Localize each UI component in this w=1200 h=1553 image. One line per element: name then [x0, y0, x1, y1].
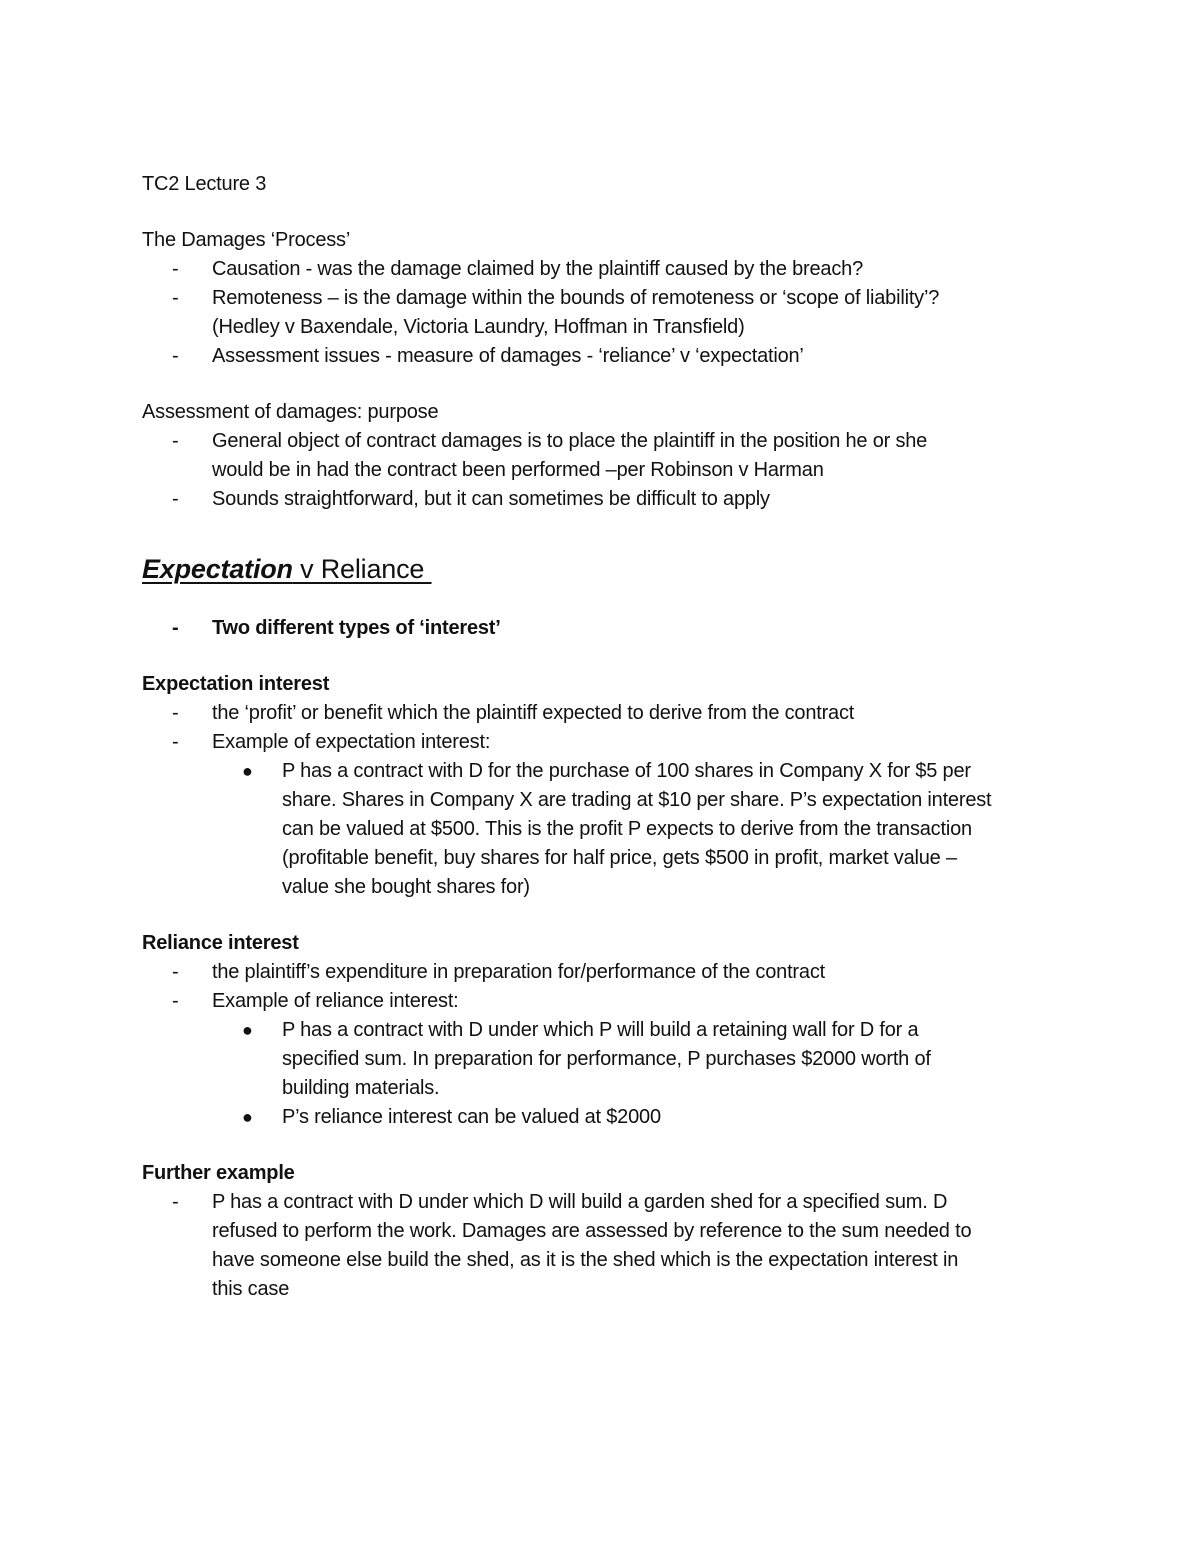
bullet-item: [142, 1016, 1072, 1103]
list-item: [142, 255, 1072, 284]
section-heading-rest: v Reliance: [292, 554, 432, 584]
list-item-text: Assessment issues - measure of damages - ‘reliance’ v ‘expectation’: [212, 345, 804, 367]
list-item: [142, 614, 1072, 643]
list-item: [142, 728, 1072, 757]
list-item-text: Example of expectation interest:: [212, 731, 491, 753]
list-item: [142, 987, 1072, 1016]
list-item-text: Example of reliance interest:: [212, 990, 459, 1012]
document-page: [142, 170, 1072, 1304]
dash-icon: -: [172, 702, 179, 724]
document-title: TC2 Lecture 3: [142, 173, 267, 195]
section-heading: [142, 551, 1072, 587]
list-item-text: P has a contract with D under which D will build a garden shed for a specified sum. D: [212, 1191, 948, 1213]
list-item: [142, 284, 1072, 342]
bullet-item: [142, 757, 1072, 902]
bullet-text: can be valued at $500. This is the profit P expects to derive from the transaction: [282, 818, 972, 840]
dash-icon: -: [172, 430, 179, 452]
bullet-text: value she bought shares for): [282, 876, 530, 898]
bullet-text: P’s reliance interest can be valued at $2000: [282, 1106, 661, 1128]
list-item-text: Remoteness – is the damage within the bounds of remoteness or ‘scope of liability’?: [212, 287, 940, 309]
bullet-text: (profitable benefit, buy shares for half price, gets $500 in profit, market value –: [282, 847, 957, 869]
list-item-text: have someone else build the shed, as it is the shed which is the expectation interest in: [212, 1249, 959, 1271]
list-item-text: General object of contract damages is to place the plaintiff in the position he or she: [212, 430, 928, 452]
list-item-text: Causation - was the damage claimed by the plaintiff caused by the breach?: [212, 258, 863, 280]
dash-icon: -: [172, 1191, 179, 1213]
list-item-text: (Hedley v Baxendale, Victoria Laundry, Hoffman in Transfield): [212, 316, 745, 338]
dash-icon: -: [172, 287, 179, 309]
dash-icon: -: [172, 488, 179, 510]
list-item-text: Two different types of ‘interest’: [212, 617, 501, 639]
list-item: [142, 699, 1072, 728]
bullet-text: specified sum. In preparation for performance, P purchases $2000 worth of: [282, 1048, 931, 1070]
dash-icon: -: [172, 731, 179, 753]
list-item: [142, 427, 1072, 485]
list-item-text: refused to perform the work. Damages are assessed by reference to the sum needed to: [212, 1220, 972, 1242]
section-heading-emphasis: Expectation: [142, 554, 293, 584]
list-item-text: the ‘profit’ or benefit which the plaintiff expected to derive from the contract: [212, 702, 855, 724]
dash-icon: -: [172, 990, 179, 1012]
dash-icon: -: [172, 617, 179, 639]
further-heading: Further example: [142, 1162, 295, 1184]
list-item-text: Sounds straightforward, but it can sometimes be difficult to apply: [212, 488, 770, 510]
bullet-item: [142, 1103, 1072, 1132]
bullet-text: P has a contract with D under which P will build a retaining wall for D for a: [282, 1019, 919, 1041]
list-item-text: would be in had the contract been performed –per Robinson v Harman: [212, 459, 824, 481]
expectation-heading: Expectation interest: [142, 673, 330, 695]
list-item-text: this case: [212, 1278, 290, 1300]
list-item: [142, 485, 1072, 514]
bullet-text: P has a contract with D for the purchase of 100 shares in Company X for $5 per: [282, 760, 971, 782]
purpose-heading: Assessment of damages: purpose: [142, 401, 439, 423]
dash-icon: -: [172, 258, 179, 280]
list-item: [142, 958, 1072, 987]
dash-icon: -: [172, 961, 179, 983]
list-item: [142, 1188, 1072, 1304]
bullet-icon: ●: [242, 1020, 253, 1040]
list-item-text: the plaintiff’s expenditure in preparation for/performance of the contract: [212, 961, 825, 983]
reliance-heading: Reliance interest: [142, 932, 299, 954]
process-heading: The Damages ‘Process’: [142, 229, 351, 251]
dash-icon: -: [172, 345, 179, 367]
bullet-icon: ●: [242, 761, 253, 781]
list-item: [142, 342, 1072, 371]
bullet-icon: ●: [242, 1107, 253, 1127]
bullet-text: building materials.: [282, 1077, 440, 1099]
bullet-text: share. Shares in Company X are trading at $10 per share. P’s expectation interest: [282, 789, 992, 811]
